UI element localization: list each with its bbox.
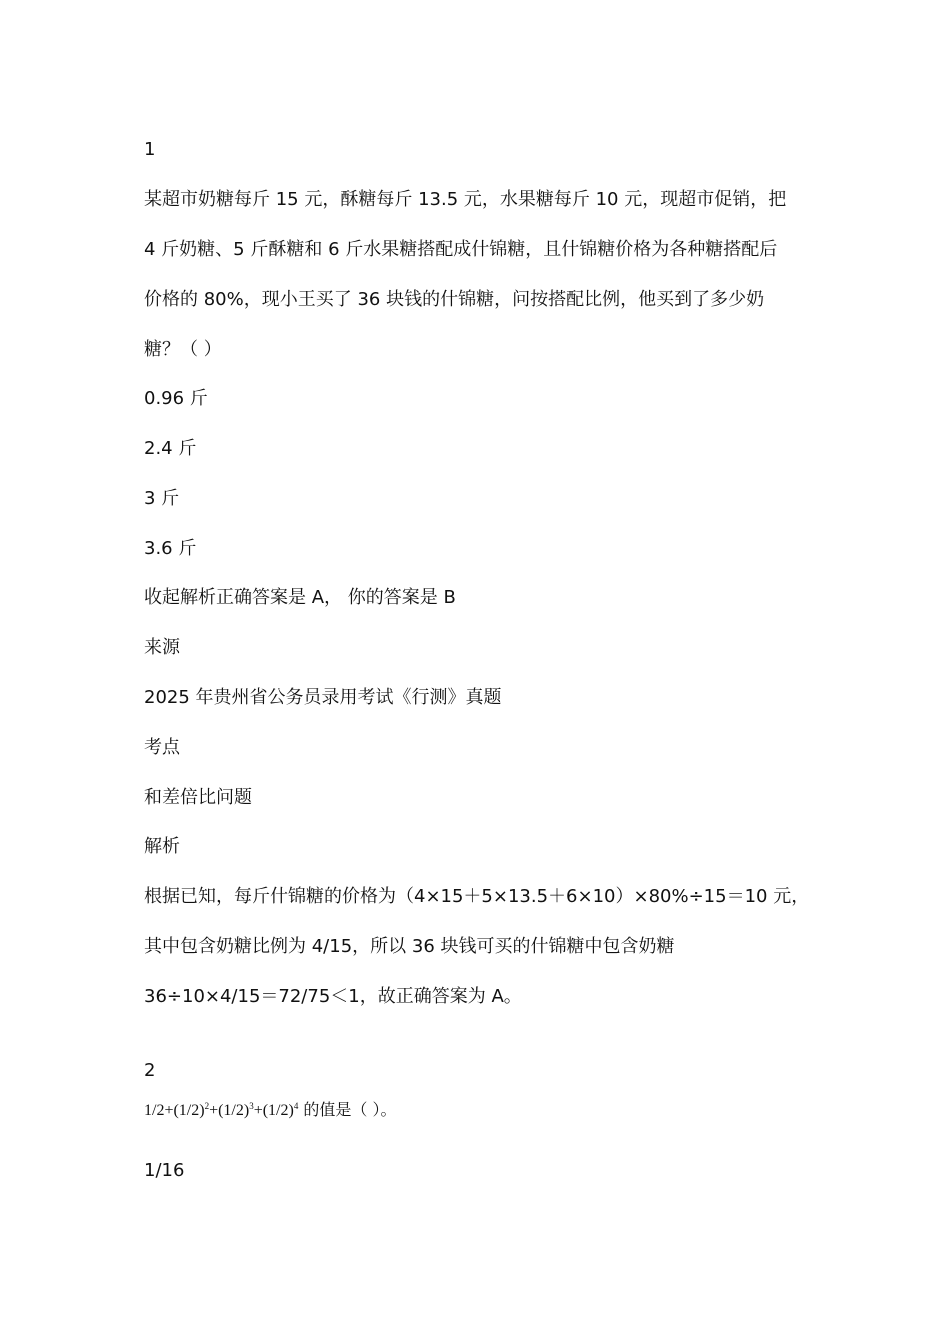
formula-term: 1/2+(1/2) bbox=[144, 1102, 205, 1119]
formula-term: +(1/2) bbox=[253, 1102, 294, 1119]
option-a[interactable]: 1/16 bbox=[144, 1160, 185, 1181]
point-value: 和差倍比问题 bbox=[144, 787, 252, 808]
point-label: 考点 bbox=[144, 737, 180, 758]
formula-term: +(1/2) bbox=[209, 1102, 250, 1119]
formula-exponent: 2 bbox=[204, 1101, 210, 1111]
option-a[interactable]: 0.96 斤 bbox=[144, 388, 208, 409]
formula-exponent: 3 bbox=[249, 1101, 254, 1111]
question-stem-line: 糖？（ ） bbox=[144, 339, 222, 360]
analysis-line: 36÷10×4/15＝72/75＜1，故正确答案为 A。 bbox=[144, 986, 522, 1007]
option-d[interactable]: 3.6 斤 bbox=[144, 538, 197, 559]
option-c[interactable]: 3 斤 bbox=[144, 488, 180, 509]
source-value: 2025 年贵州省公务员录用考试《行测》真题 bbox=[144, 687, 502, 708]
formula-exponent: 4 bbox=[293, 1101, 299, 1111]
source-label: 来源 bbox=[144, 637, 180, 658]
question-stem-line: 某超市奶糖每斤 15 元，酥糖每斤 13.5 元，水果糖每斤 10 元，现超市促销，把 bbox=[144, 189, 787, 210]
analysis-label: 解析 bbox=[144, 836, 180, 857]
question-stem-line: 价格的 80%，现小王买了 36 块钱的什锦糖，问按搭配比例，他买到了多少奶 bbox=[144, 289, 765, 310]
answer-line[interactable]: 收起解析正确答案是 A， 你的答案是 B bbox=[144, 587, 456, 608]
question-stem-line: 4 斤奶糖、5 斤酥糖和 6 斤水果糖搭配成什锦糖，且什锦糖价格为各种糖搭配后 bbox=[144, 239, 778, 260]
formula-tail: 的值是（ ）。 bbox=[298, 1100, 397, 1119]
analysis-line: 根据已知，每斤什锦糖的价格为（4×15＋5×13.5＋6×10）×80%÷15＝10 元， bbox=[144, 886, 810, 907]
question-formula bbox=[144, 1098, 397, 1123]
question-number: 1 bbox=[144, 139, 156, 160]
question-number: 2 bbox=[144, 1060, 156, 1081]
analysis-line: 其中包含奶糖比例为 4/15，所以 36 块钱可买的什锦糖中包含奶糖 bbox=[144, 936, 675, 957]
option-b[interactable]: 2.4 斤 bbox=[144, 438, 197, 459]
